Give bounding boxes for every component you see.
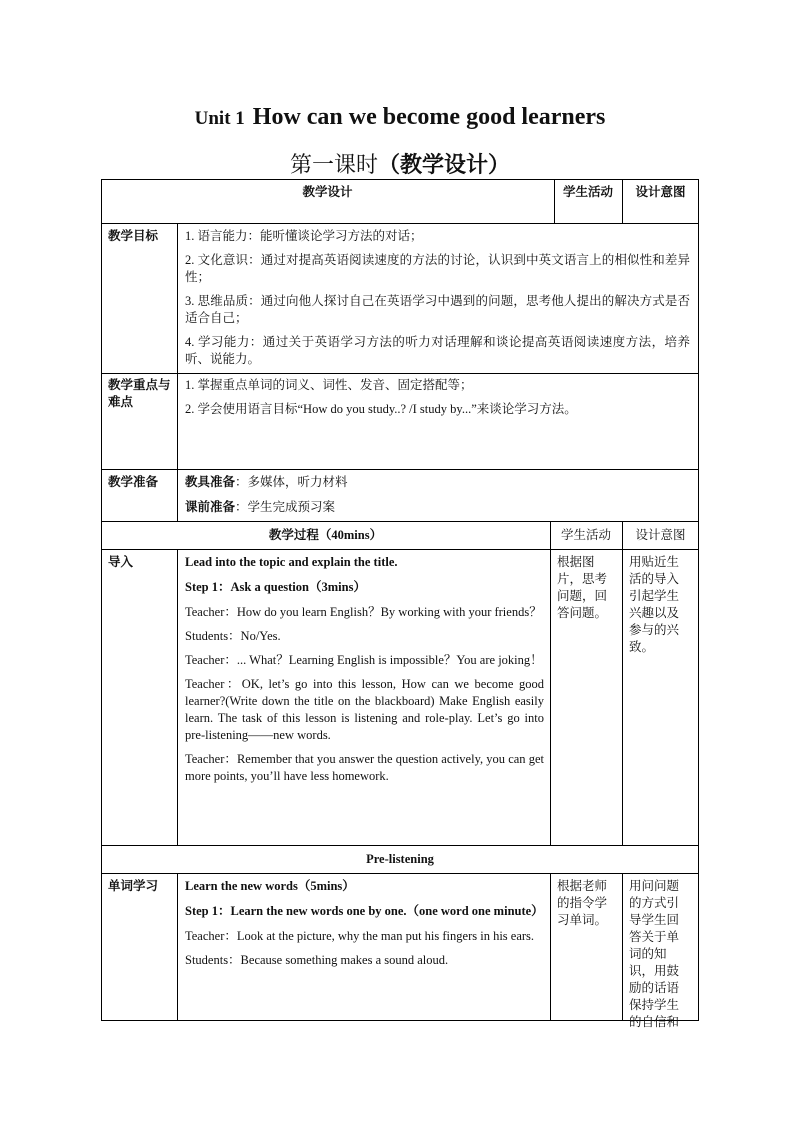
- intro-step: Step 1：Ask a question（3mins）: [185, 580, 366, 594]
- intro-design-intent: 用贴近生活的导入引起学生兴趣以及参与的兴致。: [629, 555, 680, 654]
- objectives-list: [185, 228, 690, 375]
- objective-item: 1. 语言能力：能听懂谈论学习方法的对话；: [185, 229, 423, 243]
- dialogue-line: Teacher：Look at the picture, why the man put his fingers in his ears.: [185, 929, 535, 943]
- dialogue-line: Teacher：... What？Learning English is impossible？You are joking！: [185, 653, 543, 667]
- words-step: Step 1：Learn the new words one by one.（one word one minute）: [185, 904, 544, 918]
- objective-item: 3. 思维品质：通过向他人探讨自己在英语学习中遇到的问题，思考他人提出的解决方式是否适合自己；: [185, 294, 690, 325]
- dialogue-line: Teacher：OK, let’s go into this lesson, How can we become good learner?(Write down the title on the blackboard) Make English easily learn. The task of this lesson is listening and role-play. Let’s go into pre-listening——new words.: [185, 677, 544, 742]
- prelistening-title: Pre-listening: [366, 852, 434, 866]
- words-design-intent: 用问问题的方式引导学生回答关于单词的知识，用鼓励的话语保持学生的自信和: [629, 879, 680, 1029]
- lesson-title: How can we become good learners: [252, 104, 606, 130]
- unit-label: Unit 1: [194, 108, 245, 129]
- words-content: [185, 878, 544, 976]
- prep-label: 教学准备: [108, 475, 159, 489]
- dialogue-line: Students：No/Yes.: [185, 629, 281, 643]
- objective-item: 2. 文化意识：通过对提高英语阅读速度的方法的讨论，认识到中英文语言上的相似性和差异性；: [185, 253, 690, 284]
- header-student-activity-2: 学生活动: [560, 528, 611, 542]
- header-process: 教学过程（40mins）: [268, 528, 383, 542]
- words-label: 单词学习: [108, 879, 159, 893]
- words-heading: Learn the new words（5mins）: [185, 879, 355, 893]
- header-design-intent-2: 设计意图: [635, 528, 686, 542]
- intro-student-activity: 根据图片，思考问题，回答问题。: [557, 555, 608, 620]
- keypoints-list: [185, 377, 690, 425]
- dialogue-line: Teacher：Remember that you answer the question actively, you can get more points, you’ll have less homework.: [185, 752, 544, 783]
- dialogue-line: Teacher：How do you learn English？By working with your friends？: [185, 605, 542, 619]
- dialogue-line: Students：Because something makes a sound aloud.: [185, 953, 449, 967]
- document-subtitle: 第一课时（教学设计）: [289, 152, 511, 177]
- intro-heading: Lead into the topic and explain the title.: [185, 555, 398, 569]
- keypoints-label: 教学重点与难点: [108, 378, 171, 409]
- objectives-label: 教学目标: [108, 229, 159, 243]
- intro-content: [185, 554, 544, 792]
- intro-label: 导入: [108, 555, 134, 569]
- keypoint-item: 1. 掌握重点单词的词义、词性、发音、固定搭配等；: [185, 378, 473, 392]
- keypoint-item: 2. 学会使用语言目标“How do you study..? /I study by...”来谈论学习方法。: [185, 402, 577, 416]
- header-student-activity: 学生活动: [562, 185, 613, 199]
- document-title: [0, 104, 800, 131]
- words-student-activity: 根据老师的指令学习单词。: [557, 879, 608, 927]
- header-design: 教学设计: [302, 185, 353, 199]
- prep-pre-class: 课前准备：学生完成预习案: [185, 500, 336, 514]
- prep-tools: 教具准备：多媒体，听力材料: [185, 475, 348, 489]
- objective-item: 4. 学习能力：通过关于英语学习方法的听力对话理解和谈论提高英语阅读速度方法，培养听、说能力。: [185, 335, 690, 366]
- lesson-plan-table: [101, 179, 699, 1029]
- header-design-intent: 设计意图: [635, 185, 686, 199]
